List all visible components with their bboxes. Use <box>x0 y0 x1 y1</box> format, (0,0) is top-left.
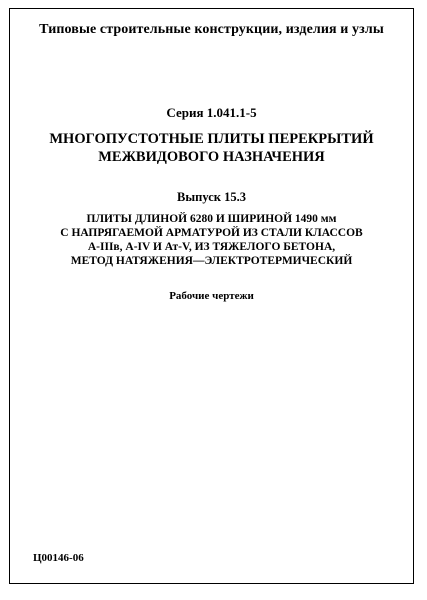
series-number: Серия 1.041.1-5 <box>166 105 257 120</box>
document-title <box>10 130 413 166</box>
description-line: ПЛИТЫ ДЛИНОЙ 6280 И ШИРИНОЙ 1490 мм <box>86 213 337 225</box>
issue-number: Выпуск 15.3 <box>177 190 246 204</box>
title-line: МЕЖВИДОВОГО НАЗНАЧЕНИЯ <box>98 149 325 165</box>
working-drawings-label: Рабочие чертежи <box>169 290 254 302</box>
organization-heading: Типовые строительные конструкции, изделия и узлы <box>39 22 384 37</box>
description-line: А-IIIв, А-IV И Ат-V, ИЗ ТЯЖЕЛОГО БЕТОНА, <box>87 241 336 253</box>
document-code: Ц00146-06 <box>33 552 84 564</box>
page-border-frame <box>9 8 414 584</box>
description-line: МЕТОД НАТЯЖЕНИЯ—ЭЛЕКТРОТЕРМИЧЕСКИЙ <box>70 255 353 267</box>
title-line: МНОГОПУСТОТНЫЕ ПЛИТЫ ПЕРЕКРЫТИЙ <box>49 131 374 147</box>
description-line: С НАПРЯГАЕМОЙ АРМАТУРОЙ ИЗ СТАЛИ КЛАССОВ <box>60 227 363 239</box>
document-description <box>10 212 413 268</box>
